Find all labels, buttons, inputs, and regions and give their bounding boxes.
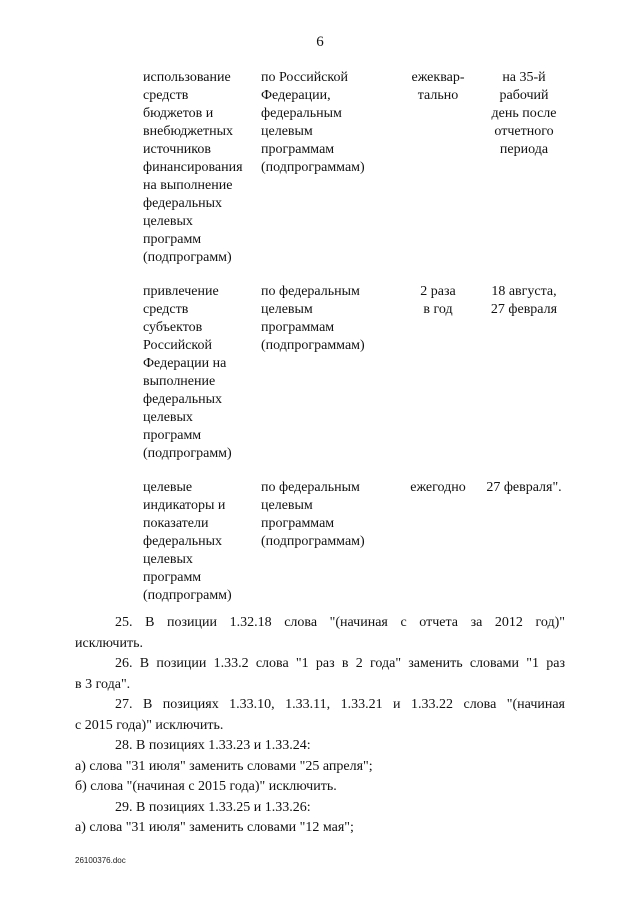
scope-cell: по федеральным целевым программам (подпрограммам) [261, 480, 365, 549]
paragraph-25-line: исключить. [75, 635, 143, 651]
deadline-cell: на 35-й рабочий день после отчетного периода [491, 70, 557, 157]
deadline-cell: 27 февраля". [486, 480, 562, 495]
frequency-cell: 2 раза в год [420, 284, 456, 317]
table-row [137, 283, 573, 479]
indicator-cell: целевые индикаторы и показатели федеральных целевых программ (подпрограмм) [143, 480, 232, 603]
paragraph-27-line: 27. В позициях 1.33.10, 1.33.11, 1.33.21 и 1.33.22 слова "(начиная [115, 697, 565, 712]
frequency-cell: ежеквар- тально [411, 70, 465, 103]
paragraph-29: 29. В позициях 1.33.25 и 1.33.26: [115, 799, 311, 815]
indicator-cell: привлечение средств субъектов Российской Федерации на выполнение федеральных целевых программ (подпрограмм) [143, 284, 232, 461]
paragraph-25-line: 25. В позиции 1.32.18 слова "(начиная с отчета за 2012 год)" [115, 615, 565, 630]
paragraph-28-a: а) слова "31 июля" заменить словами "25 апреля"; [75, 758, 373, 774]
paragraph-26-line: в 3 года". [75, 676, 131, 692]
frequency-cell: ежегодно [410, 480, 466, 495]
file-name-footer: 26100376.doc [75, 856, 126, 865]
deadline-cell: 18 августа, 27 февраля [490, 284, 558, 317]
page-number: 6 [316, 34, 324, 50]
scope-cell: по Российской Федерации, федеральным целевым программам (подпрограммам) [261, 70, 365, 175]
paragraph-29-a: а) слова "31 июля" заменить словами "12 мая"; [75, 820, 354, 835]
paragraph-27-line: с 2015 года)" исключить. [75, 717, 224, 733]
indicator-cell: использование средств бюджетов и внебюджетных источников финансирования на выполнение федеральных целевых программ (подпрограмм) [143, 70, 243, 265]
table-row [137, 479, 573, 621]
paragraph-28: 28. В позициях 1.33.23 и 1.33.24: [115, 738, 311, 753]
paragraph-26-line: 26. В позиции 1.33.2 слова "1 раз в 2 года" заменить словами "1 раз [115, 656, 565, 671]
amendments-text [75, 613, 565, 839]
scope-cell: по федеральным целевым программам (подпрограммам) [261, 284, 365, 353]
paragraph-28-b: б) слова "(начиная с 2015 года)" исключить. [75, 779, 337, 794]
table-row [137, 69, 573, 283]
reporting-table [137, 69, 573, 621]
